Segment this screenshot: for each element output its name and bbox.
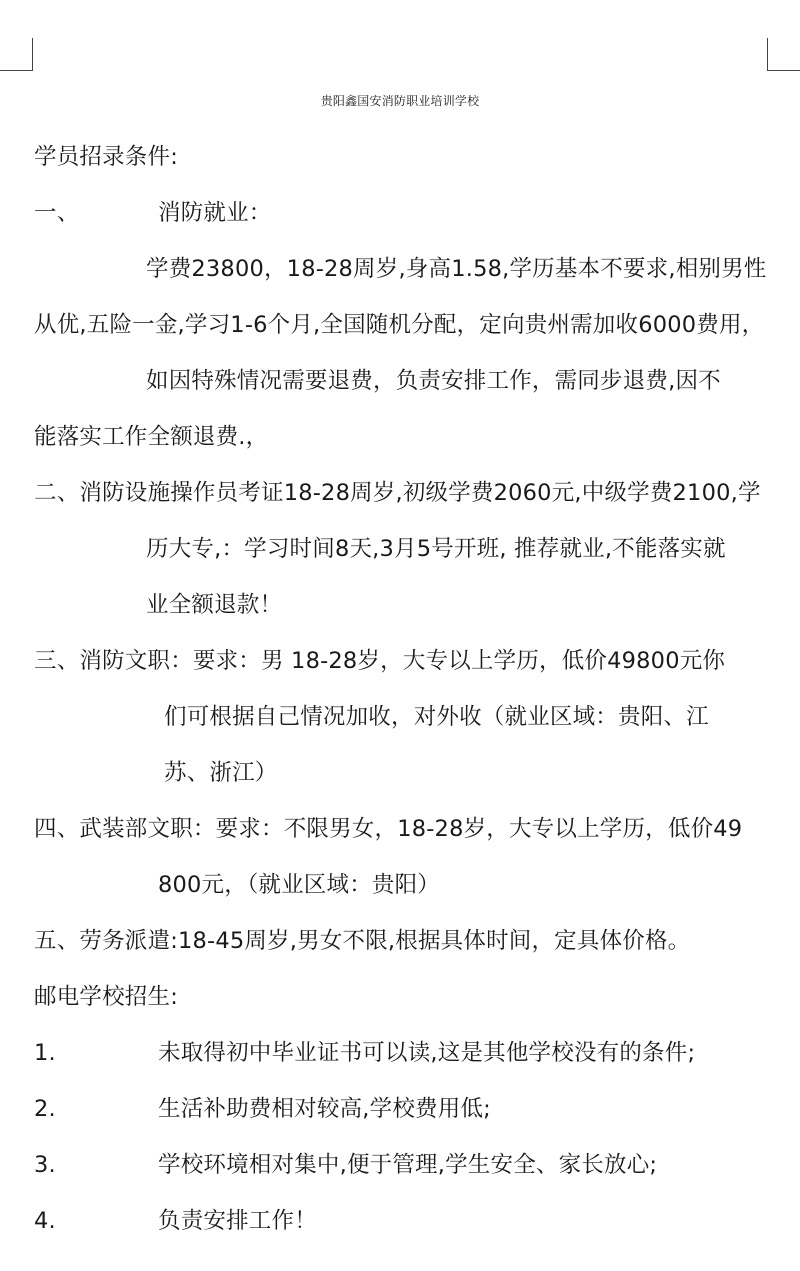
section-3-line-1: 三、消防文职：要求：男 18-28岁，大专以上学历，低价49800元你 bbox=[34, 648, 726, 674]
intro-heading: 学员招录条件: bbox=[34, 144, 178, 170]
postal-item-2-text: 生活补助费相对较高,学校费用低; bbox=[158, 1096, 491, 1122]
document-title: 贵阳鑫国安消防职业培训学校 bbox=[320, 94, 480, 108]
postal-item-4-text: 负责安排工作！ bbox=[158, 1208, 317, 1234]
postal-item-3-number: 3. bbox=[34, 1152, 56, 1178]
section-1-para-1-line-2: 从优,五险一金,学习1-6个月,全国随机分配，定向贵州需加收6000费用， bbox=[34, 312, 765, 338]
section-1-para-1-line-1: 学费23800，18-28周岁,身高1.58,学历基本不要求,相别男性 bbox=[146, 256, 767, 282]
postal-item-3-text: 学校环境相对集中,便于管理,学生安全、家长放心; bbox=[158, 1152, 658, 1178]
postal-item-4-number: 4. bbox=[34, 1208, 56, 1234]
section-3-line-3: 苏、浙江） bbox=[164, 760, 278, 786]
section-4-line-1: 四、武装部文职：要求：不限男女，18-28岁，大专以上学历，低价49 bbox=[34, 816, 743, 842]
section-1-heading: 消防就业： bbox=[158, 200, 272, 226]
section-2-line-2: 历大专,：学习时间8天,3月5号开班, 推荐就业,不能落实就 bbox=[146, 536, 726, 562]
section-4-line-2: 800元，（就业区域：贵阳） bbox=[158, 872, 440, 898]
section-1-number: 一、 bbox=[34, 200, 80, 226]
postal-item-1-number: 1. bbox=[34, 1040, 56, 1066]
section-1-para-2-line-2: 能落实工作全额退费.， bbox=[34, 424, 269, 450]
section-5-line-1: 五、劳务派遣:18-45周岁,男女不限,根据具体时间，定具体价格。 bbox=[34, 928, 691, 954]
postal-heading: 邮电学校招生: bbox=[34, 984, 178, 1010]
crop-mark-top-left bbox=[0, 38, 33, 71]
section-3-line-2: 们可根据自己情况加收，对外收（就业区域：贵阳、江 bbox=[164, 704, 709, 730]
section-2-line-1: 二、消防设施操作员考证18-28周岁,初级学费2060元,中级学费2100,学 bbox=[34, 480, 761, 506]
section-1-para-2-line-1: 如因特殊情况需要退费，负责安排工作，需同步退费,因不 bbox=[146, 368, 721, 394]
postal-item-2-number: 2. bbox=[34, 1096, 56, 1122]
postal-item-1-text: 未取得初中毕业证书可以读,这是其他学校没有的条件; bbox=[158, 1040, 696, 1066]
section-2-line-3: 业全额退款！ bbox=[146, 592, 283, 618]
crop-mark-top-right bbox=[767, 38, 800, 71]
